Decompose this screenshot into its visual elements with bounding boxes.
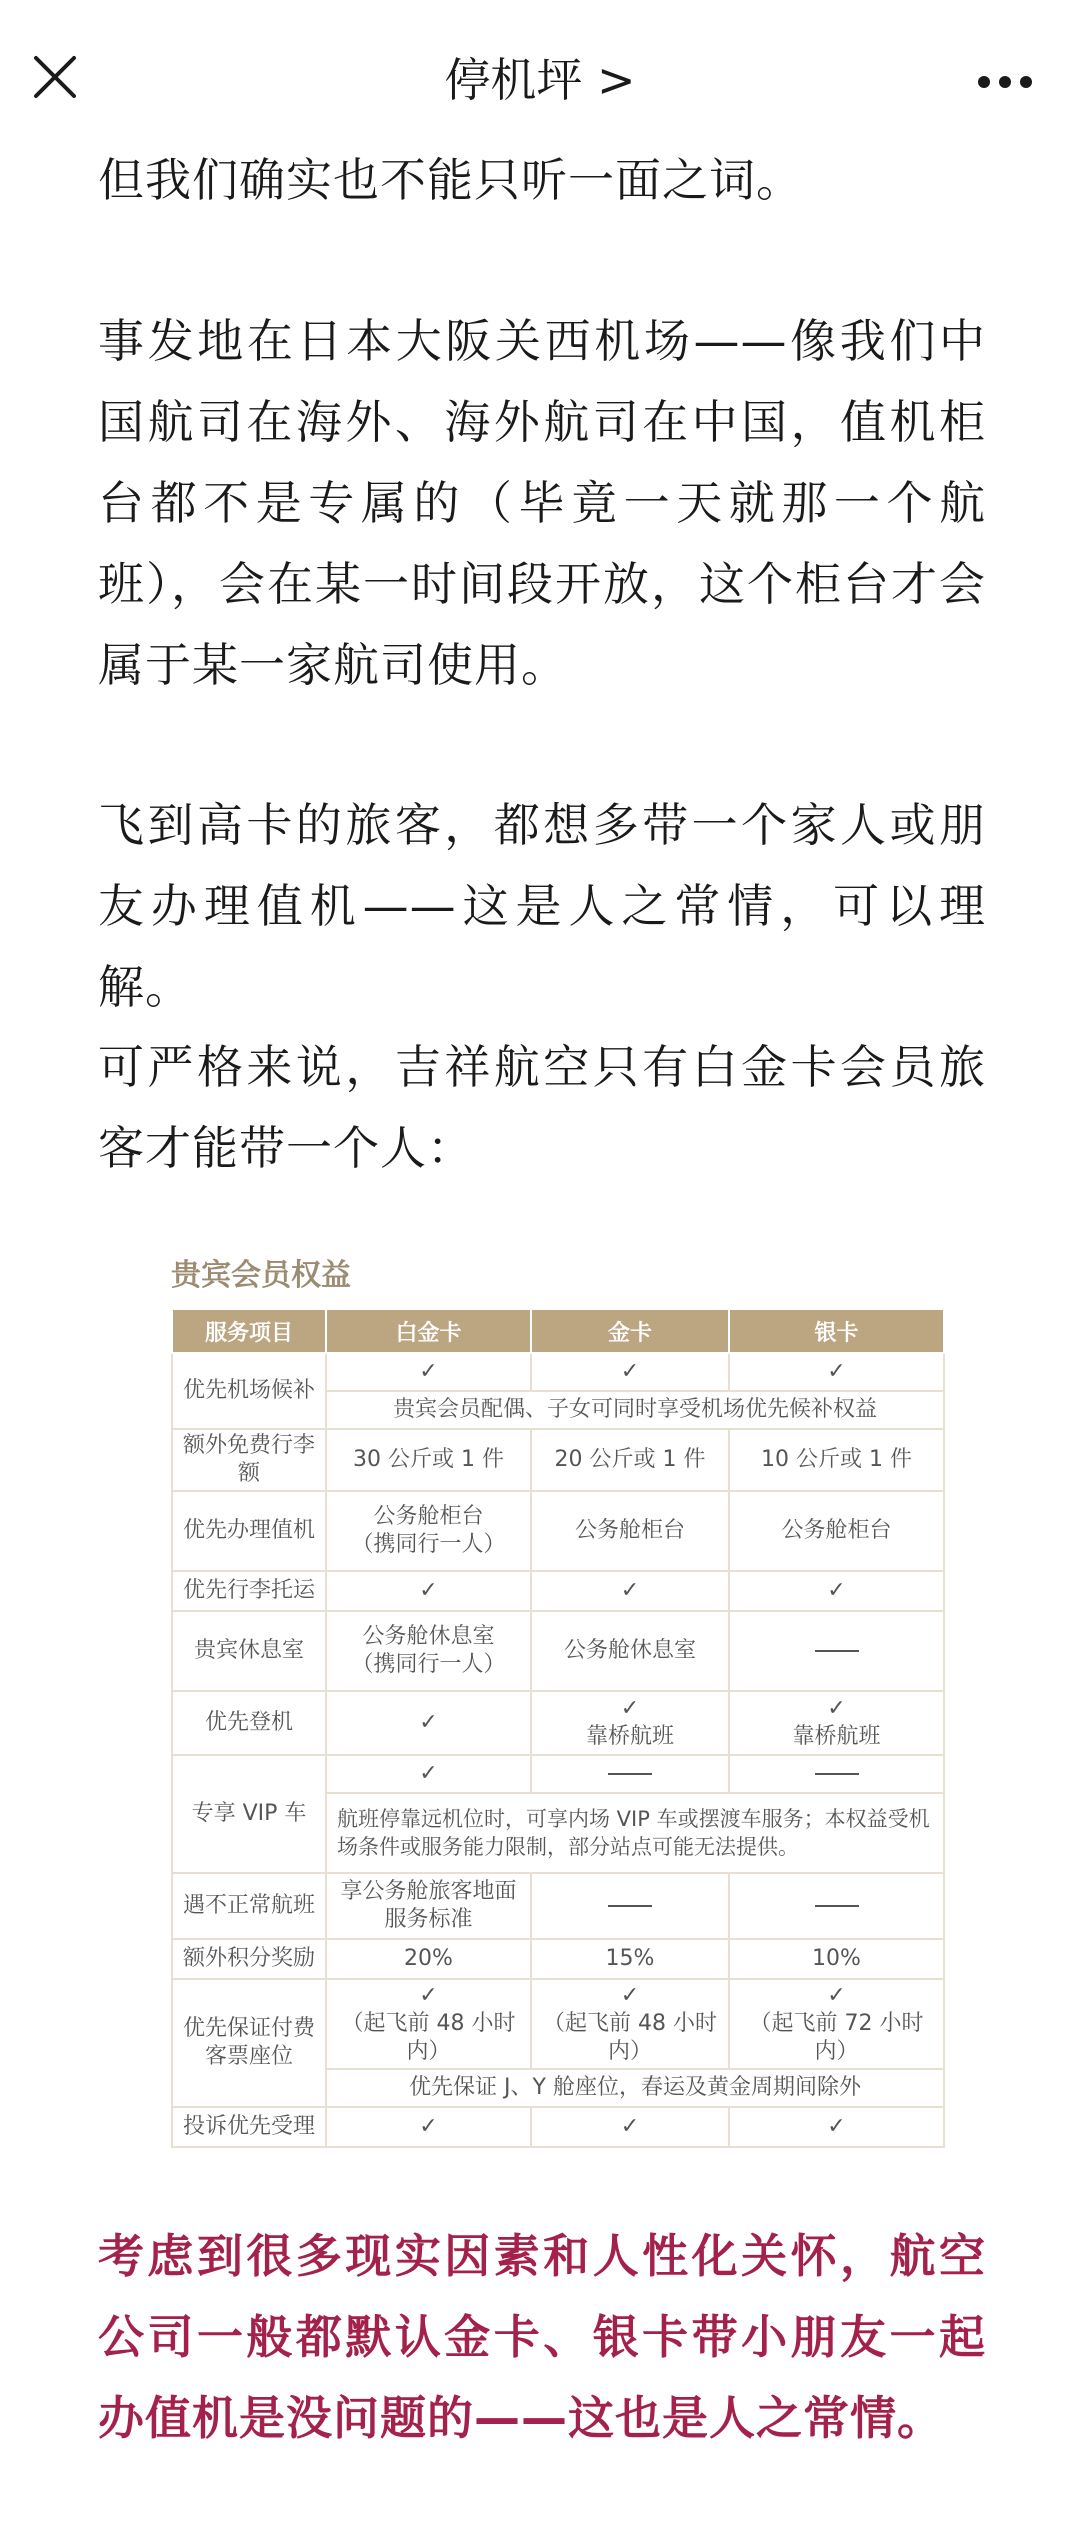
row-label: 额外免费行李额 xyxy=(172,1429,326,1491)
cell-value: 公务舱休息室 xyxy=(531,1611,729,1691)
table-row xyxy=(172,1939,944,1979)
top-nav-bar xyxy=(0,0,1080,150)
cell-value: 享公务舱旅客地面服务标准 xyxy=(326,1873,531,1939)
figure-title: 贵宾会员权益 xyxy=(171,1258,351,1293)
check-mark: ✓ xyxy=(531,2107,729,2147)
cell-value: 20% xyxy=(326,1939,531,1979)
table-row xyxy=(172,1873,944,1939)
cell-value-text: （起飞前 48 小时内） xyxy=(543,2011,717,2064)
more-dots-icon xyxy=(975,62,1035,102)
cell-value: 10% xyxy=(729,1939,944,1979)
cell-value xyxy=(729,1691,944,1755)
row-label: 优先办理值机 xyxy=(172,1491,326,1571)
cell-value-text: 靠桥航班 xyxy=(585,1724,674,1749)
not-available-dash xyxy=(729,1755,944,1793)
header-cell: 白金卡 xyxy=(326,1309,531,1353)
table-row xyxy=(172,1491,944,1571)
not-available-dash xyxy=(531,1873,729,1939)
header-cell: 银卡 xyxy=(729,1309,944,1353)
cell-value xyxy=(729,1979,944,2069)
row-label: 优先登机 xyxy=(172,1691,326,1755)
paragraph-1: 但我们确实也不能只听一面之词。 xyxy=(98,153,803,207)
more-button[interactable] xyxy=(975,62,1035,102)
row-label: 遇不正常航班 xyxy=(172,1873,326,1939)
row-note: 贵宾会员配偶、子女可同时享受机场优先候补权益 xyxy=(326,1391,944,1429)
table-row xyxy=(172,1571,944,1611)
row-note: 优先保证 J、Y 舱座位，春运及黄金周期间除外 xyxy=(326,2069,944,2107)
check-mark: ✓ xyxy=(827,1696,846,1721)
cell-value xyxy=(326,1979,531,2069)
cell-value: 公务舱柜台 xyxy=(531,1491,729,1571)
check-mark: ✓ xyxy=(326,1353,531,1391)
check-mark: ✓ xyxy=(729,1353,944,1391)
paragraph-4: 可严格来说，吉祥航空只有白金卡会员旅客才能带一个人： xyxy=(98,1040,986,1175)
cell-value: 公务舱休息室 （携同行一人） xyxy=(326,1611,531,1691)
not-available-dash xyxy=(729,1611,944,1691)
check-mark: ✓ xyxy=(326,1571,531,1611)
not-available-dash xyxy=(531,1755,729,1793)
not-available-dash xyxy=(729,1873,944,1939)
row-label: 投诉优先受理 xyxy=(172,2107,326,2147)
row-label: 额外积分奖励 xyxy=(172,1939,326,1979)
cell-value xyxy=(531,1979,729,2069)
cell-value: 20 公斤或 1 件 xyxy=(531,1429,729,1491)
check-mark: ✓ xyxy=(326,1755,531,1793)
row-label: 优先保证付费客票座位 xyxy=(172,1979,326,2107)
row-label: 优先行李托运 xyxy=(172,1571,326,1611)
cell-value: 10 公斤或 1 件 xyxy=(729,1429,944,1491)
check-mark: ✓ xyxy=(326,2107,531,2147)
account-title-link[interactable]: 停机坪 > xyxy=(444,53,636,107)
table-row xyxy=(172,1353,944,1391)
cell-value-text: （起飞前 48 小时内） xyxy=(341,2011,516,2064)
table-row xyxy=(172,1611,944,1691)
check-mark: ✓ xyxy=(419,1983,438,2008)
row-note: 航班停靠远机位时，可享内场 VIP 车或摆渡车服务；本权益受机场条件或服务能力限制，部分站点可能无法提供。 xyxy=(326,1793,944,1873)
table-row xyxy=(172,1691,944,1755)
paragraph-2: 事发地在日本大阪关西机场——像我们中国航司在海外、海外航司在中国，值机柜台都不是专属的（毕竟一天就那一个航班），会在某一时间段开放，这个柜台才会属于某一家航司使用。 xyxy=(98,314,986,692)
highlight-paragraph: 考虑到很多现实因素和人性化关怀，航空公司一般都默认金卡、银卡带小朋友一起办值机是没问题的——这也是人之常情。 xyxy=(98,2229,986,2445)
check-mark: ✓ xyxy=(531,1571,729,1611)
check-mark: ✓ xyxy=(729,2107,944,2147)
cell-value: 15% xyxy=(531,1939,729,1979)
table-row xyxy=(172,1429,944,1491)
cell-value: 公务舱柜台 （携同行一人） xyxy=(326,1491,531,1571)
row-label: 贵宾休息室 xyxy=(172,1611,326,1691)
cell-value-text: （起飞前 72 小时内） xyxy=(749,2011,924,2064)
table-row xyxy=(172,2107,944,2147)
check-mark: ✓ xyxy=(531,1353,729,1391)
member-benefits-figure xyxy=(171,1248,943,2168)
row-label: 优先机场候补 xyxy=(172,1353,326,1429)
check-mark: ✓ xyxy=(620,1696,640,1721)
cell-value-text: 靠桥航班 xyxy=(792,1724,881,1749)
header-cell: 金卡 xyxy=(531,1309,729,1353)
table-header-row xyxy=(172,1309,944,1353)
table-row xyxy=(172,1755,944,1793)
row-label: 专享 VIP 车 xyxy=(172,1755,326,1873)
check-mark: ✓ xyxy=(827,1983,846,2008)
check-mark: ✓ xyxy=(326,1691,531,1755)
paragraph-3: 飞到高卡的旅客，都想多带一个家人或朋友办理值机——这是人之常情，可以理解。 xyxy=(98,798,986,1014)
table-row xyxy=(172,1979,944,2069)
cell-value xyxy=(531,1691,729,1755)
benefits-table xyxy=(171,1308,945,2148)
cell-value: 30 公斤或 1 件 xyxy=(326,1429,531,1491)
header-cell: 服务项目 xyxy=(172,1309,326,1353)
check-mark: ✓ xyxy=(620,1983,640,2008)
check-mark: ✓ xyxy=(729,1571,944,1611)
cell-value: 公务舱柜台 xyxy=(729,1491,944,1571)
